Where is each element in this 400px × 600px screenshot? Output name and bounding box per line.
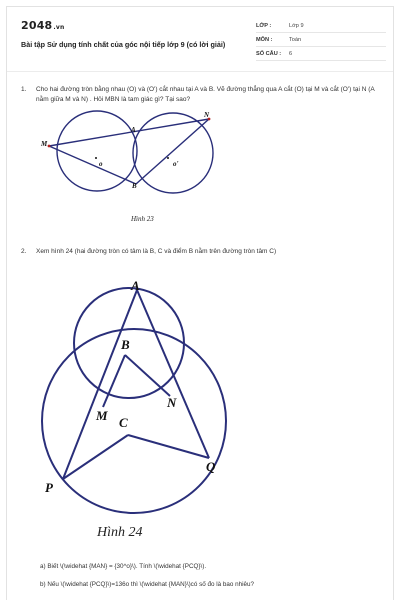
- meta-value: Lớp 9: [289, 22, 304, 29]
- page-title: Bài tập Sử dụng tính chất của góc nội tiếp lớp 9 (có lời giải): [21, 40, 226, 49]
- line-cp: [63, 435, 128, 479]
- label-n: N: [204, 111, 210, 119]
- label-n: N: [167, 395, 177, 410]
- worksheet-page: [6, 6, 394, 600]
- label-q: Q: [206, 459, 216, 474]
- meta-value: Toán: [289, 36, 302, 43]
- label-m: M: [96, 408, 108, 423]
- meta-value: 6: [289, 50, 293, 57]
- meta-label: SỐ CÂU :: [256, 50, 282, 57]
- figure-24: [7, 7, 395, 600]
- question-number: 1.: [21, 86, 27, 93]
- question-text: Cho hai đường tròn bằng nhau (O) và (O') cắt nhau tại A và B. Vẽ đường thẳng qua A cắt (O) tại M và cắt (O') tại N (A nằm giữa M và N) . Hỏi MBN là tam giác gì? Tại sao?: [36, 86, 375, 103]
- line-cq: [128, 435, 209, 458]
- label-m: M: [41, 140, 48, 148]
- logo-suffix: .vn: [53, 24, 65, 31]
- label-o-prime: o': [173, 160, 179, 168]
- line-bn: [125, 355, 170, 396]
- line-aq: [137, 290, 209, 458]
- subquestion-a: a) Biết \(\widehat {MAN} = {30^o}\). Tính \(\widehat {PCQ}\).: [40, 563, 207, 570]
- meta-label: LỚP :: [256, 22, 272, 29]
- logo-text: 2048: [21, 19, 53, 32]
- label-b: B: [121, 337, 130, 352]
- figure-23-caption: Hình 23: [131, 215, 154, 223]
- question-text: Xem hình 24 (hai đường tròn có tâm là B, C và điểm B nằm trên đường tròn tâm C): [36, 248, 277, 255]
- line-ap: [63, 290, 137, 479]
- label-a: A: [131, 126, 136, 134]
- figure-24-caption: Hình 24: [97, 525, 143, 540]
- question-number: 2.: [21, 248, 27, 255]
- label-a: A: [131, 278, 140, 293]
- label-p: P: [45, 480, 53, 495]
- label-b: B: [132, 182, 137, 190]
- meta-label: MÔN :: [256, 36, 273, 43]
- label-c: C: [119, 415, 128, 430]
- label-o: o: [99, 160, 103, 168]
- line-bm: [103, 355, 125, 407]
- circle-c: [42, 329, 226, 513]
- subquestion-b: b) Nếu \(\widehat {PCQ}\)=136o thì \(\widehat {MAN}\)có số đo là bao nhiêu?: [40, 581, 255, 588]
